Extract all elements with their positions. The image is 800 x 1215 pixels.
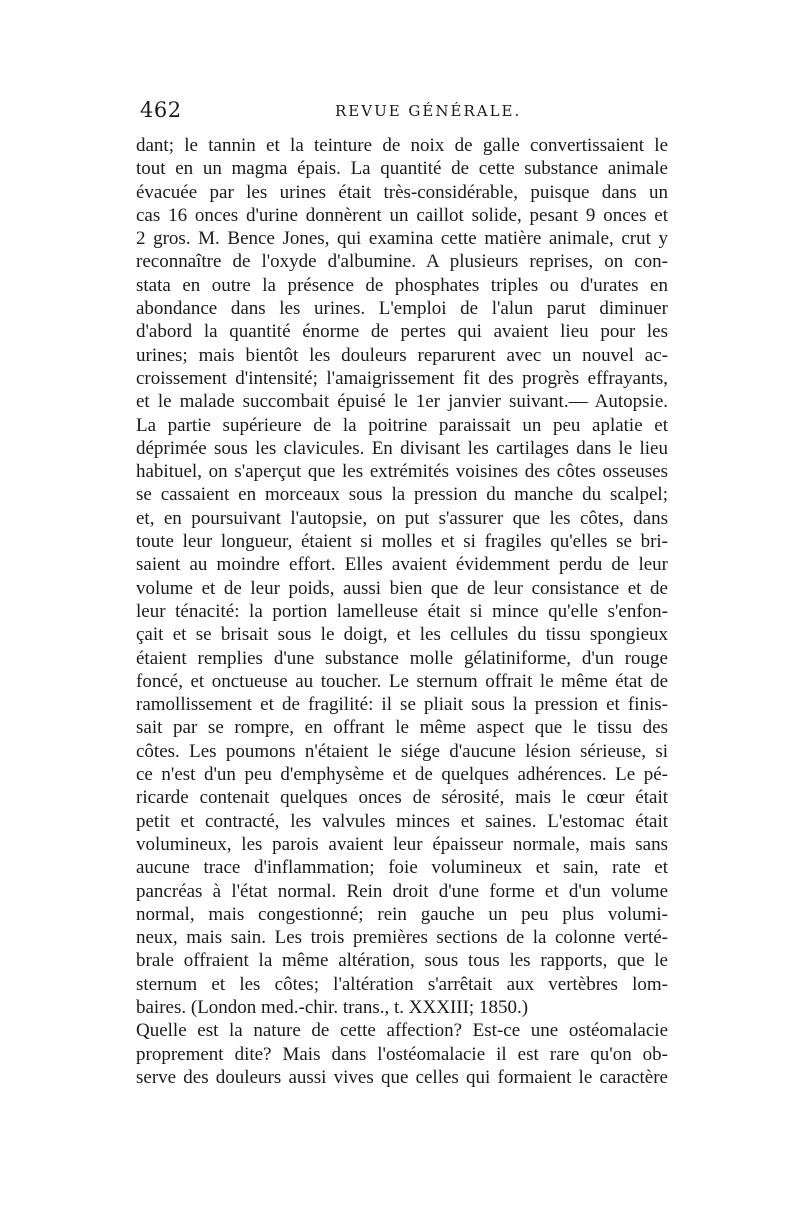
text-line: leur ténacité: la portion lamelleuse était si mince qu'elle s'enfon- bbox=[136, 600, 668, 622]
text-line: sternum et les côtes; l'altération s'arrêtait aux vertèbres lom- bbox=[136, 973, 668, 995]
running-head bbox=[140, 98, 670, 126]
text-line: volumineux, les parois avaient leur épaisseur normale, mais sans bbox=[136, 833, 668, 855]
text-line: reconnaître de l'oxyde d'albumine. A plusieurs reprises, on con- bbox=[136, 251, 668, 273]
text-line: petit et contracté, les valvules minces et saines. L'estomac était bbox=[136, 810, 668, 832]
text-line: serve des douleurs aussi vives que celles qui formaient le caractère bbox=[136, 1066, 668, 1088]
text-line: abondance dans les urines. L'emploi de l'alun parut diminuer bbox=[136, 298, 668, 320]
text-line: étaient remplies d'une substance molle gélatiniforme, d'un rouge bbox=[136, 647, 668, 669]
text-line: et, en poursuivant l'autopsie, on put s'assurer que les côtes, dans bbox=[136, 507, 668, 529]
text-line: croissement d'intensité; l'amaigrissement fit des progrès effrayants, bbox=[136, 367, 668, 389]
text-line: çait et se brisait sous le doigt, et les cellules du tissu spongieux bbox=[136, 624, 668, 646]
text-line: 2 gros. M. Bence Jones, qui examina cette matière animale, crut y bbox=[136, 228, 668, 250]
text-line: toute leur longueur, étaient si molles et si fragiles qu'elles se bri- bbox=[136, 531, 668, 553]
text-line: ramollissement et de fragilité: il se pliait sous la pression et finis- bbox=[136, 694, 668, 716]
text-line: volume et de leur poids, aussi bien que de leur consistance et de bbox=[136, 577, 668, 599]
text-line: pancréas à l'état normal. Rein droit d'une forme et d'un volume bbox=[136, 880, 668, 902]
text-line: brale offraient la même altération, sous tous les rapports, que le bbox=[136, 950, 668, 972]
text-line: baires. (London med.-chir. trans., t. XXXIII; 1850.) bbox=[136, 996, 529, 1018]
text-line: neux, mais sain. Les trois premières sections de la colonne verté- bbox=[136, 927, 668, 949]
text-line: ce n'est d'un peu d'emphysème et de quelques adhérences. Le pé- bbox=[136, 764, 668, 786]
text-line: Quelle est la nature de cette affection? Est-ce une ostéomalacie bbox=[136, 1020, 668, 1042]
text-line: et le malade succombait épuisé le 1er janvier suivant.— Autopsie. bbox=[136, 391, 668, 413]
text-line: dant; le tannin et la teinture de noix de galle convertissaient le bbox=[136, 135, 668, 156]
text-line: côtes. Les poumons n'étaient le siége d'aucune lésion sérieuse, si bbox=[136, 740, 668, 762]
text-line: stata en outre la présence de phosphates triples ou d'urates en bbox=[136, 274, 668, 296]
text-line: foncé, et onctueuse au toucher. Le sternum offrait le même état de bbox=[136, 670, 668, 692]
text-line: aucune trace d'inflammation; foie volumineux et sain, rate et bbox=[136, 857, 668, 879]
text-line: proprement dite? Mais dans l'ostéomalacie il est rare qu'on ob- bbox=[136, 1043, 668, 1065]
text-line: tout en un magma épais. La quantité de cette substance animale bbox=[136, 158, 668, 180]
text-line: cas 16 onces d'urine donnèrent un caillot solide, pesant 9 onces et bbox=[136, 204, 668, 226]
text-line: saient au moindre effort. Elles avaient évidemment perdu de leur bbox=[136, 554, 668, 576]
text-line: habituel, on s'aperçut que les extrémités voisines des côtes osseuses bbox=[136, 461, 668, 483]
text-line: sait par se rompre, en offrant le même aspect que le tissu des bbox=[136, 717, 668, 739]
text-line: urines; mais bientôt les douleurs reparurent avec un nouvel ac- bbox=[136, 344, 668, 366]
text-line: déprimée sous les clavicules. En divisant les cartilages dans le lieu bbox=[136, 437, 668, 459]
text-line: La partie supérieure de la poitrine paraissait un peu aplatie et bbox=[136, 414, 668, 436]
running-title: REVUE GÉNÉRALE. bbox=[335, 102, 522, 120]
text-line: d'abord la quantité énorme de pertes qui avaient lieu pour les bbox=[136, 321, 668, 343]
text-line: normal, mais congestionné; rein gauche un peu plus volumi- bbox=[136, 903, 668, 925]
page-number: 462 bbox=[140, 98, 182, 122]
text-line: ricarde contenait quelques onces de sérosité, mais le cœur était bbox=[136, 787, 668, 809]
body-text bbox=[136, 134, 668, 1089]
text-line: se cassaient en morceaux sous la pression du manche du scalpel; bbox=[136, 484, 668, 506]
text-line: évacuée par les urines était très-considérable, puisque dans un bbox=[136, 181, 668, 203]
